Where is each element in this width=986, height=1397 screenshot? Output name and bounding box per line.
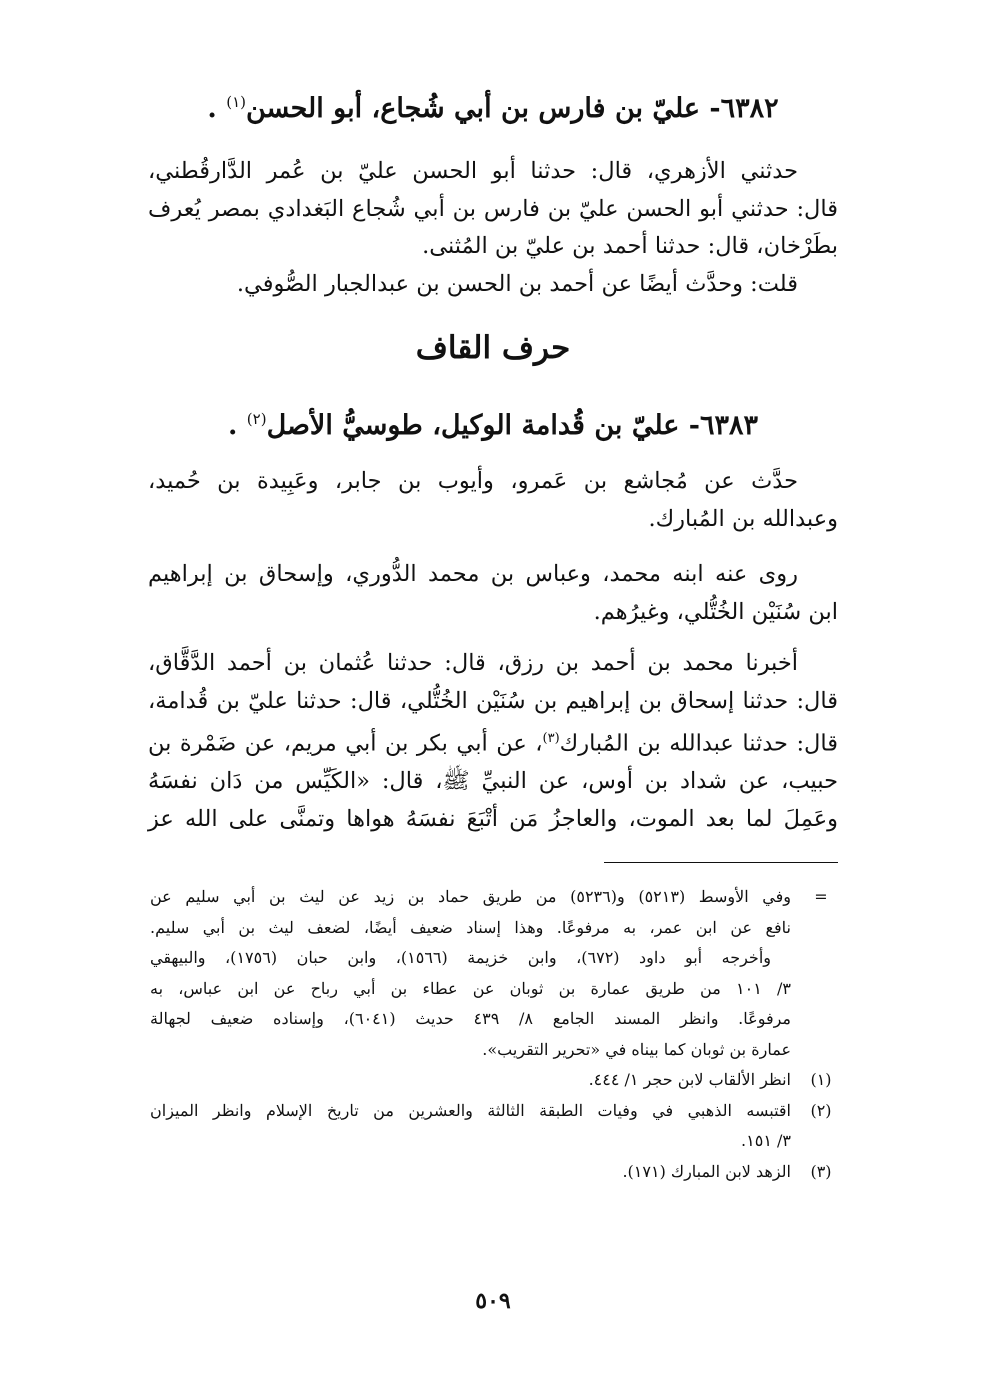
footnote-text [150,882,791,1065]
footnote-2-mark: (٢) [810,1100,832,1120]
entry-6383-paragraph-2 [148,556,838,631]
text-line: الزهد لابن المبارك (١٧١). [622,1161,791,1181]
footnote-text [150,1096,791,1157]
text-line: أخبرنا محمد بن أحمد بن رزق، قال: حدثنا عُثمان بن أحمد الدَّقَّاق، [148,650,798,676]
text-line: قال: حدثنا إسحاق بن إبراهيم بن سُنَيْن الخُتُّلي، قال: حدثنا عليّ بن قُدامة، [148,687,838,714]
text-line: بطَرْخان، قال: حدثنا أحمد بن عليّ بن المُثنى. [422,233,838,259]
entry-6382-title: ٦٣٨٢- عليّ بن فارس بن أبي شُجاع، أبو الحسن [245,93,779,124]
text-line: عمارة بن ثوبان كما بيناه في «تحرير التقريب». [482,1039,791,1059]
text-line: روى عنه ابنه محمد، وعباس بن محمد الدُّوري، وإسحاق بن إبراهيم [148,561,798,587]
entry-6383-paragraph-1 [148,463,838,538]
footnote-ref-3: (٣) [542,731,560,746]
footnote-continuation [150,882,841,1065]
footnote-2 [150,1096,841,1157]
footnote-text [150,1065,791,1096]
section-heading: حرف القاف [415,330,571,366]
footnote-1 [150,1065,841,1096]
text-line: انظر الألقاب لابن حجر ١/ ٤٤٤. [588,1070,791,1089]
page-number: ٥٠٩ [475,1288,511,1314]
text-line: حدَّث عن مُجاشع بن عَمرو، وأيوب بن جابر، وعَبِيدة بن حُميد، [148,468,798,494]
continuation-mark: = [814,887,828,906]
footnote-separator [604,862,838,863]
text-line [148,720,838,763]
footnote-1-mark: (١) [810,1070,832,1089]
text-line: ابن سُنَيْن الخُتُّلي، وغيرُهم. [593,598,838,625]
entry-6383-heading [130,399,856,446]
text-line: قلت: وحدَّث أيضًا عن أحمد بن الحسن بن عبدالجبار الصُّوفي. [236,270,798,297]
entry-6383-title: ٦٣٨٣- عليّ بن قُدامة الوكيل، طوسيُّ الأصل [266,410,759,441]
text-line: مرفوعًا. وانظر المسند الجامع ٨/ ٤٣٩ حديث (٦٠٤١)، وإسناده ضعيف لجهالة [150,1009,791,1028]
text-line: وعبدالله بن المُبارك. [648,505,838,532]
text-line: ٣/ ١٠١ من طريق عمارة بن ثوبان عن عطاء بن أبي رباح عن ابن عباس، به [150,978,791,998]
footnotes [150,882,841,1187]
text-line: حبيب، عن شداد بن أوس، عن النبيِّ ﷺ، قال: «الكَيِّس من دَان نفسَهُ [148,768,838,794]
footnote-ref-2: (٢) [246,410,267,428]
entry-6382-title-end: . [207,93,217,124]
text-line: ٣/ ١٥١. [741,1131,791,1150]
footnote-ref-1: (١) [226,93,246,111]
text-segment: ، عن أبي بكر بن أبي مريم، عن ضَمْرة بن [148,730,543,757]
footnote-3-mark: (٣) [810,1161,832,1181]
entry-6382-heading [130,82,856,129]
text-segment: قال: حدثنا عبدالله بن المُبارك [559,730,838,757]
entry-6383-paragraph-3 [148,645,838,838]
text-line: نافع عن ابن عمر، به مرفوعًا. وهذا إسناد ضعيف أيضًا، لضعف ليث بن أبي سليم. [150,917,791,937]
text-line: اقتبسه الذهبي في وفيات الطبقة الثالثة والعشرين من تاريخ الإسلام وانظر الميزان [150,1100,791,1120]
text-line: وأخرجه أبو داود (٦٧٢)، وابن خزيمة (١٥٦٦)، وابن حبان (١٧٥٦)، والبيهقي [150,948,771,967]
text-line: حدثني الأزهري، قال: حدثنا أبو الحسن عليّ بن عُمر الدَّارقُطني، [148,158,798,184]
entry-6382-paragraph [148,153,838,303]
text-line: وفي الأوسط (٥٢١٣) و(٥٢٣٦) من طريق حماد بن زيد عن ليث بن أبي سليم عن [150,887,792,906]
footnote-3 [150,1157,841,1188]
text-line: وعَمِلَ لما بعد الموت، والعاجزُ مَن أتْبَعَ نفسَهُ هواها وتمنَّى على الله عز [148,805,838,832]
entry-6383-title-end: . [227,410,238,441]
text-line: قال: حدثني أبو الحسن عليّ بن فارس بن أبي شُجاع البَغدادي بمصر يُعرف [148,195,838,222]
footnote-text [150,1157,791,1188]
